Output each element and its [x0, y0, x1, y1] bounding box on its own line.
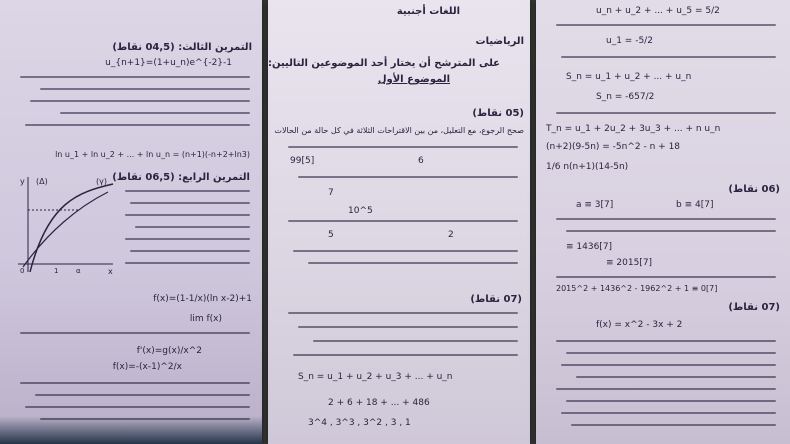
formula: f(x) = x^2 - 3x + 2: [596, 320, 683, 330]
formula: (n+2)(9-5n) = -5n^2 - n + 18: [546, 142, 681, 152]
choice-d: 10^5: [348, 206, 373, 216]
formula: u_n + u_2 + ... + u_5 = 5/2: [596, 6, 720, 16]
formula: T_n = u_1 + 2u_2 + 3u_3 + ... + n u_n: [546, 124, 721, 134]
formula: S_n = u_1 + u_2 + u_3 + ... + u_n: [298, 372, 453, 382]
congruence: a ≡ 3[7]: [576, 200, 614, 210]
exam-photo-right: [536, 0, 790, 444]
exercise-header: (07 نقاط): [728, 302, 780, 313]
exercise-4-header: التمرين الرابع: (06,5 نقاط): [112, 172, 250, 183]
congruence: b ≡ 4[7]: [676, 200, 714, 210]
choice-b: 6: [418, 156, 424, 166]
axis-label-x: x: [108, 267, 113, 276]
formula: 2 + 6 + 18 + ... + 486: [328, 398, 430, 408]
exercise-2-header: (07 نقاط): [470, 294, 522, 305]
formula: u_{n+1}=(1+u_n)e^{-2}-1: [105, 58, 232, 68]
choice-a: 99[5]: [290, 156, 315, 166]
formula: f(x)=(1-1/x)(ln x-2)+1: [153, 294, 252, 304]
alpha-label: α: [76, 267, 81, 275]
congruence: ≡ 1436[7]: [566, 242, 613, 252]
exercise-3-header: التمرين الثالث: (04,5 نقاط): [112, 42, 252, 53]
origin-label: 0: [20, 267, 25, 275]
tick-label-1: 1: [54, 267, 59, 275]
exercise-header: (06 نقاط): [728, 184, 780, 195]
formula: u_1 = -5/2: [606, 36, 653, 46]
exercise-1-instructions: صحح الرجوع، مع التعليل، من بين الاقتراحات الثلاثة في كل حالة من الحالات: [274, 126, 524, 135]
subject-title: الرياضيات: [475, 36, 524, 47]
formula: ln u_1 + ln u_2 + ... + ln u_n = (n+1)(-n+2+ln3): [55, 150, 250, 159]
congruence: ≡ 2015[7]: [606, 258, 653, 268]
exam-photo-middle: [268, 0, 530, 444]
function-graph: [8, 172, 118, 277]
graph-label-delta: (Δ): [36, 177, 48, 186]
formula: S_n = u_1 + u_2 + ... + u_n: [566, 72, 692, 82]
formula: lim f(x): [189, 314, 222, 324]
formula: 2015^2 + 1436^2 - 1962^2 + 1 ≡ 0[7]: [556, 284, 718, 293]
exercise-1-header: (05 نقاط): [472, 108, 524, 119]
first-subject-heading: الموضوع الأول: [377, 74, 450, 85]
formula: f'(x)=g(x)/x^2: [136, 346, 202, 356]
graph-label-gamma: (γ): [96, 177, 107, 186]
formula: 1/6 n(n+1)(14-5n): [546, 162, 629, 172]
choice-f: 2: [448, 230, 454, 240]
choose-subject-note: على المترشح أن يختار أحد الموضوعين التاليين:: [268, 58, 500, 69]
choice-e: 5: [328, 230, 334, 240]
subject-label: اللغات أجنبية: [396, 6, 460, 17]
formula: f(x)=-(x-1)^2/x: [112, 362, 182, 372]
formula: S_n = -657/2: [596, 92, 655, 102]
formula: 3^4 , 3^3 , 3^2 , 3 , 1: [308, 418, 411, 428]
exam-photo-left: [0, 0, 262, 444]
axis-label-y: y: [20, 177, 25, 186]
choice-c: 7: [328, 188, 334, 198]
